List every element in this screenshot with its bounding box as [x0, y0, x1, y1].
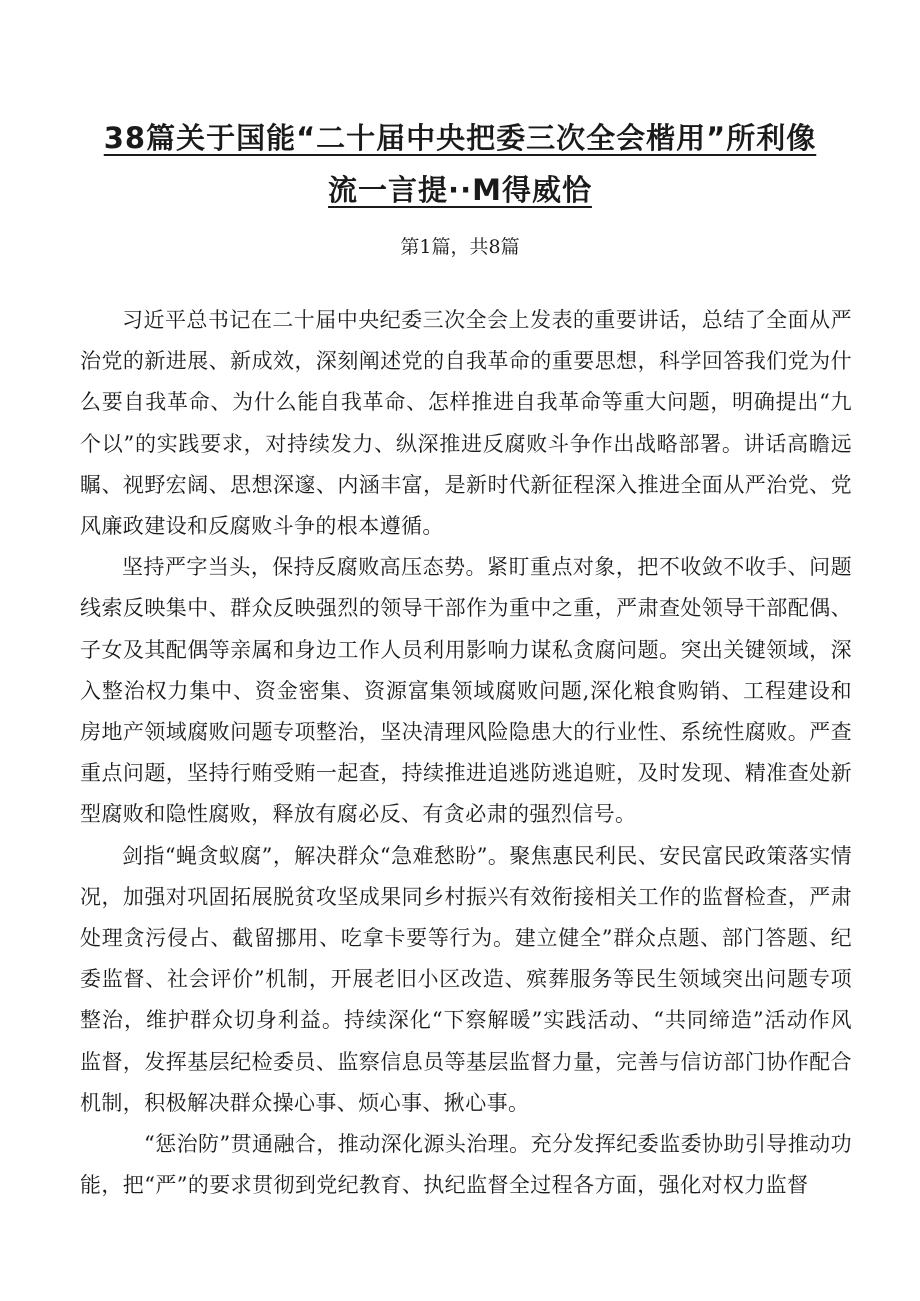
paragraph-4: “惩治防”贯通融合，推动深化源头治理。充分发挥纪委监委协助引导推动功能，把“严”的要求贯彻到党纪教育、执纪监督全过程各方面，强化对权力监督 [80, 1132, 852, 1198]
document-title-line-1: 38篇关于国能“二十届中央把委三次全会楷用”所利像 [103, 121, 817, 155]
document-title [60, 112, 860, 216]
paragraph-2: 坚持严字当头，保持反腐败高压态势。紧盯重点对象，把不收敛不收手、问题线索反映集中、群众反映强烈的领导干部作为重中之重，严肃查处领导干部配偶、子女及其配偶等亲属和身边工作人员利用影响力谋私贪腐问题。突出关键领域，深入整治权力集中、资金密集、资源富集领域腐败问题,深化粮食购销、工程建设和房地产领域腐败问题专项整治，坚决清理风险隐患大的行业性、系统性腐败。严查重点问题，坚持行贿受贿一起查，持续推进追逃防逃追赃，及时发现、精准查处新型腐败和隐性腐败，释放有腐必反、有贪必肃的强烈信号。 [80, 555, 852, 827]
document-body [80, 300, 852, 1206]
document-title-line-2: 流一言提··M得威恰 [328, 173, 592, 207]
paragraph-3: 剑指“蝇贪蚁腐”，解决群众“急难愁盼”。聚焦惠民利民、安民富民政策落实情况，加强对巩固拓展脱贫攻坚成果同乡村振兴有效衔接相关工作的监督检查，严肃处理贪污侵占、截留挪用、吃拿卡要等行为。建立健全”群众点题、部门答题、纪委监督、社会评价”机制，开展老旧小区改造、殡葬服务等民生领域突出问题专项整治，维护群众切身利益。持续深化“下察解暖”实践活动、“共同缔造”活动作风监督，发挥基层纪检委员、监察信息员等基层监督力量，完善与信访部门协作配合机制，积极解决群众操心事、烦心事、揪心事。 [80, 843, 852, 1115]
paragraph-1: 习近平总书记在二十届中央纪委三次全会上发表的重要讲话，总结了全面从严治党的新进展、新成效，深刻阐述党的自我革命的重要思想，科学回答我们党为什么要自我革命、为什么能自我革命、怎样推进自我革命等重大问题，明确提出“九个以”的实践要求，对持续发力、纵深推进反腐败斗争作出战略部署。讲话高瞻远瞩、视野宏阔、思想深邃、内涵丰富，是新时代新征程深入推进全面从严治党、党风廉政建设和反腐败斗争的根本遵循。 [80, 308, 852, 539]
part-label: 第1篇，共8篇 [400, 236, 520, 258]
